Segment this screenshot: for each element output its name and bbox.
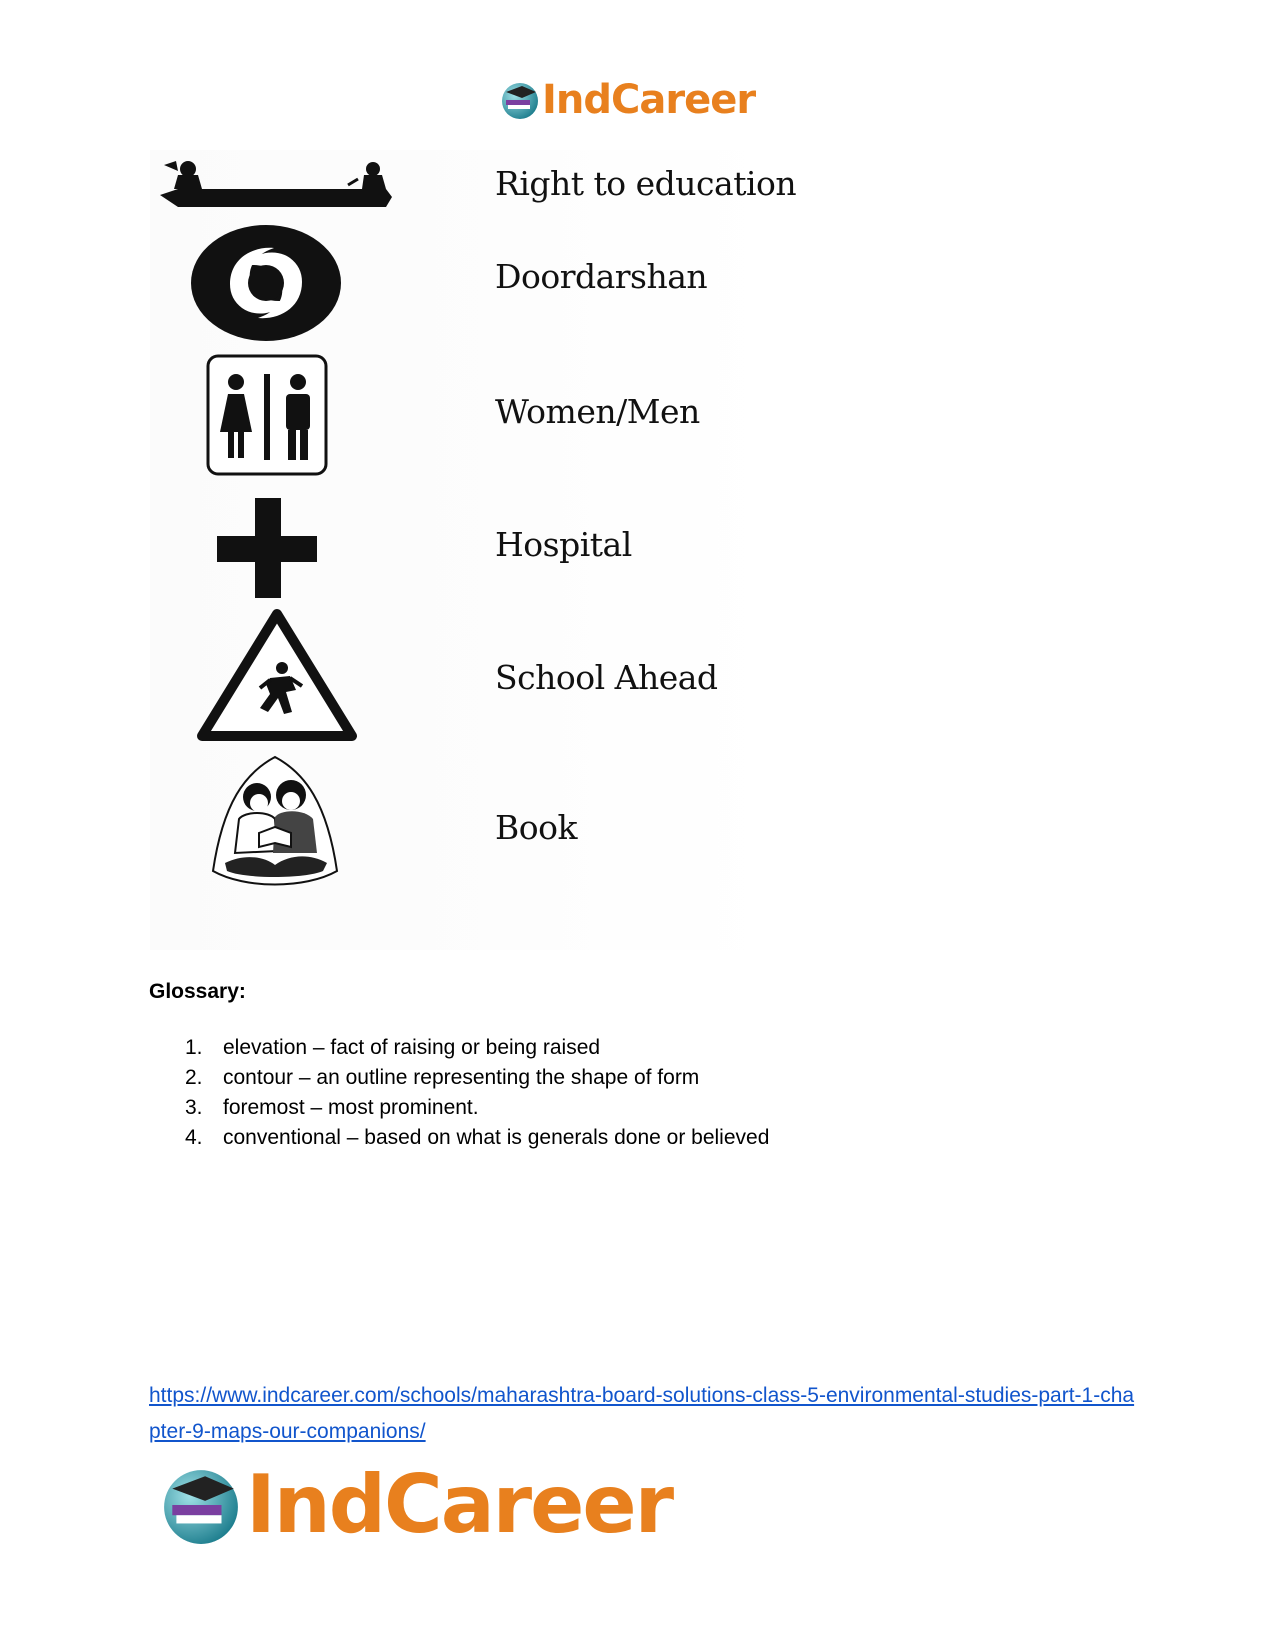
list-item (149, 1063, 769, 1093)
list-item (149, 1123, 769, 1153)
cross-icon (217, 498, 317, 598)
list-item-text: elevation – fact of raising or being raised (223, 1036, 601, 1059)
children-on-pencil-icon (158, 155, 398, 215)
logo-globe-icon (500, 80, 540, 120)
symbol-row (150, 753, 780, 893)
footer-logo (160, 1458, 673, 1551)
list-item-text: conventional – based on what is generals done or believed (223, 1126, 770, 1149)
symbol-label: Right to education (495, 164, 797, 203)
list-item (149, 1033, 769, 1063)
list-item-number: 4. (185, 1126, 203, 1149)
symbol-row (150, 150, 797, 215)
glossary-title: Glossary: (149, 980, 246, 1003)
symbol-label: School Ahead (495, 658, 718, 697)
list-item (149, 1093, 769, 1123)
symbol-row (150, 495, 780, 600)
symbol-label: Book (495, 808, 577, 847)
school-ahead-sign-icon (196, 608, 358, 742)
list-item-text: contour – an outline representing the shape of form (223, 1066, 700, 1089)
list-item-number: 2. (185, 1066, 203, 1089)
logo-globe-icon (160, 1464, 242, 1546)
header-logo (500, 77, 756, 123)
restroom-icon (206, 354, 328, 476)
symbol-row (150, 608, 780, 743)
source-link[interactable]: https://www.indcareer.com/schools/maharashtra-board-solutions-class-5-environmental-studies-part-1-chapter-9-maps-our-companions/ (149, 1384, 1135, 1443)
symbol-label: Women/Men (495, 392, 700, 431)
symbol-row (150, 352, 780, 477)
list-item-number: 1. (185, 1036, 203, 1059)
symbol-row (150, 222, 780, 342)
doordarshan-logo-icon (190, 224, 342, 342)
header-logo-text: IndCareer (542, 77, 756, 123)
map-symbols-figure (150, 150, 797, 950)
list-item-number: 3. (185, 1096, 203, 1119)
list-item-text: foremost – most prominent. (223, 1096, 479, 1119)
glossary-list (149, 1033, 769, 1153)
children-reading-icon (205, 753, 345, 891)
symbol-label: Doordarshan (495, 257, 708, 296)
footer-logo-text: IndCareer (246, 1458, 673, 1551)
symbol-label: Hospital (495, 525, 632, 564)
